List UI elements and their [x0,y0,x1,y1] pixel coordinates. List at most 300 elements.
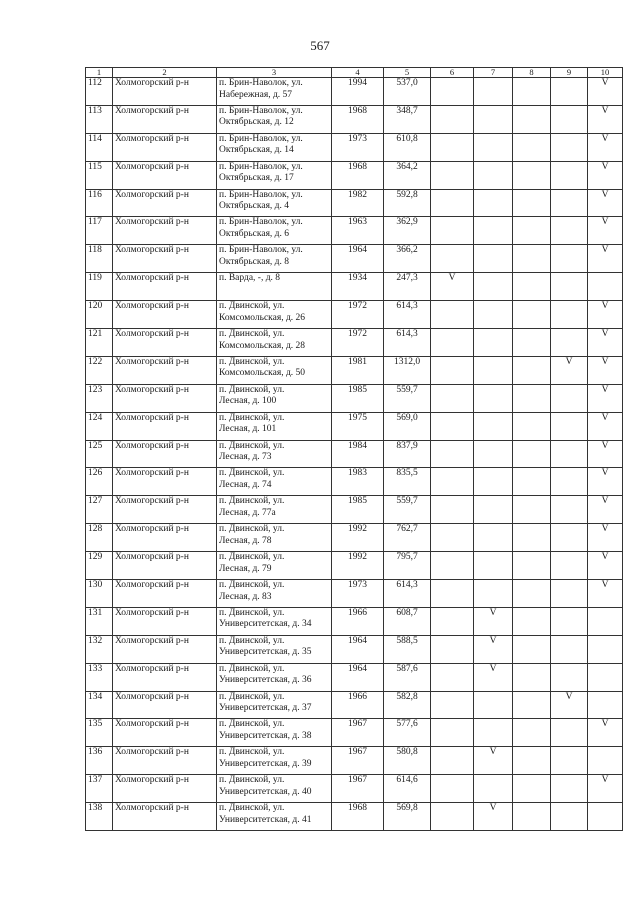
area-cell: 614,3 [384,329,431,357]
mark-cell-col9 [551,412,588,440]
address-line-2: Октябрьская, д. 12 [219,117,294,128]
district-cell: Холмогорский р-н [113,524,217,552]
table-row [86,775,623,803]
row-number-cell: 120 [86,301,113,329]
mark-cell-col10: V [588,719,623,747]
address-line-2: Комсомольская, д. 28 [219,340,306,351]
address-cell [217,245,332,273]
mark-cell-col8 [513,496,551,524]
year-cell: 1964 [332,663,384,691]
table-row [86,78,623,106]
row-number-cell: 132 [86,635,113,663]
mark-cell-col7 [474,217,513,245]
address-line-2: Университетская, д. 36 [219,675,312,686]
mark-cell-col10 [588,273,623,301]
mark-cell-col6 [431,524,474,552]
mark-cell-col8 [513,78,551,106]
mark-cell-col8 [513,412,551,440]
mark-cell-col9 [551,468,588,496]
table-row [86,384,623,412]
mark-cell-col8 [513,217,551,245]
mark-cell-col8 [513,468,551,496]
mark-cell-col7 [474,412,513,440]
mark-cell-col6 [431,245,474,273]
mark-cell-col10 [588,635,623,663]
district-cell: Холмогорский р-н [113,105,217,133]
district-cell: Холмогорский р-н [113,552,217,580]
year-cell: 1982 [332,189,384,217]
mark-cell-col10: V [588,105,623,133]
mark-cell-col7: V [474,803,513,831]
address-cell [217,412,332,440]
address-line-2: Набережная, д. 57 [219,89,293,100]
column-header: 8 [513,68,551,78]
address-cell [217,105,332,133]
address-line-1: п. Двинской, ул. [219,580,285,591]
mark-cell-col10: V [588,245,623,273]
year-cell: 1984 [332,440,384,468]
row-number-cell: 114 [86,133,113,161]
mark-cell-col7: V [474,663,513,691]
year-cell: 1972 [332,301,384,329]
address-line-1: п. Двинской, ул. [219,412,285,423]
district-cell: Холмогорский р-н [113,384,217,412]
district-cell: Холмогорский р-н [113,273,217,301]
mark-cell-col6 [431,133,474,161]
year-cell: 1964 [332,245,384,273]
area-cell: 364,2 [384,161,431,189]
table-row [86,496,623,524]
mark-cell-col7 [474,161,513,189]
area-cell: 614,3 [384,301,431,329]
mark-cell-col9 [551,803,588,831]
area-cell: 614,3 [384,580,431,608]
table-row [86,719,623,747]
table-row [86,635,623,663]
year-cell: 1973 [332,580,384,608]
mark-cell-col10: V [588,161,623,189]
address-cell [217,217,332,245]
mark-cell-col6 [431,607,474,635]
mark-cell-col9 [551,301,588,329]
area-cell: 247,3 [384,273,431,301]
column-header: 2 [113,68,217,78]
mark-cell-col6 [431,663,474,691]
address-line-1: п. Двинской, ул. [219,384,285,395]
table-row [86,133,623,161]
area-cell: 537,0 [384,78,431,106]
district-cell: Холмогорский р-н [113,747,217,775]
address-line-1: п. Двинской, ул. [219,552,285,563]
mark-cell-col9 [551,329,588,357]
mark-cell-col9 [551,245,588,273]
mark-cell-col6 [431,301,474,329]
mark-cell-col7 [474,78,513,106]
mark-cell-col6 [431,775,474,803]
address-line-2: Университетская, д. 35 [219,647,312,658]
mark-cell-col9 [551,217,588,245]
year-cell: 1985 [332,384,384,412]
year-cell: 1964 [332,635,384,663]
mark-cell-col8 [513,691,551,719]
address-cell [217,775,332,803]
column-header: 5 [384,68,431,78]
mark-cell-col9 [551,607,588,635]
district-cell: Холмогорский р-н [113,189,217,217]
address-line-1: п. Двинской, ул. [219,329,285,340]
address-line-1: п. Брин-Наволок, ул. [219,217,303,228]
mark-cell-col10: V [588,496,623,524]
table-row [86,356,623,384]
table-row [86,803,623,831]
mark-cell-col7 [474,691,513,719]
address-line-1: п. Двинской, ул. [219,607,285,618]
area-cell: 608,7 [384,607,431,635]
address-line-2: Лесная, д. 74 [219,479,272,490]
address-line-2: Университетская, д. 38 [219,730,312,741]
address-line-2: Комсомольская, д. 50 [219,368,306,379]
mark-cell-col6 [431,691,474,719]
area-cell: 569,8 [384,803,431,831]
row-number-cell: 128 [86,524,113,552]
mark-cell-col6 [431,803,474,831]
row-number-cell: 134 [86,691,113,719]
address-cell [217,803,332,831]
year-cell: 1967 [332,719,384,747]
mark-cell-col9 [551,496,588,524]
address-cell [217,273,332,301]
mark-cell-col8 [513,580,551,608]
row-number-cell: 126 [86,468,113,496]
mark-cell-col9 [551,635,588,663]
column-header: 9 [551,68,588,78]
area-cell: 569,0 [384,412,431,440]
row-number-cell: 117 [86,217,113,245]
table-row [86,301,623,329]
mark-cell-col6 [431,719,474,747]
mark-cell-col9 [551,273,588,301]
address-line-1: п. Варда, -, д. 8 [219,273,281,284]
mark-cell-col6 [431,105,474,133]
year-cell: 1968 [332,161,384,189]
address-cell [217,524,332,552]
mark-cell-col10: V [588,524,623,552]
address-line-2: Октябрьская, д. 8 [219,256,290,267]
mark-cell-col8 [513,329,551,357]
table-row [86,440,623,468]
district-cell: Холмогорский р-н [113,356,217,384]
mark-cell-col10: V [588,580,623,608]
year-cell: 1992 [332,524,384,552]
mark-cell-col10: V [588,301,623,329]
mark-cell-col8 [513,440,551,468]
district-cell: Холмогорский р-н [113,803,217,831]
address-cell [217,189,332,217]
mark-cell-col9 [551,105,588,133]
mark-cell-col6 [431,161,474,189]
address-line-1: п. Двинской, ул. [219,440,285,451]
mark-cell-col6 [431,329,474,357]
year-cell: 1968 [332,803,384,831]
address-line-2: Комсомольская, д. 26 [219,312,306,323]
table-row [86,552,623,580]
mark-cell-col10: V [588,329,623,357]
table-row [86,607,623,635]
table-row [86,691,623,719]
mark-cell-col7 [474,468,513,496]
year-cell: 1973 [332,133,384,161]
mark-cell-col6 [431,552,474,580]
mark-cell-col8 [513,635,551,663]
row-number-cell: 131 [86,607,113,635]
mark-cell-col7 [474,356,513,384]
district-cell: Холмогорский р-н [113,496,217,524]
mark-cell-col7 [474,301,513,329]
mark-cell-col6 [431,496,474,524]
area-cell: 835,5 [384,468,431,496]
district-cell: Холмогорский р-н [113,663,217,691]
address-line-2: Лесная, д. 101 [219,424,277,435]
district-cell: Холмогорский р-н [113,580,217,608]
district-cell: Холмогорский р-н [113,412,217,440]
row-number-cell: 124 [86,412,113,440]
table-row [86,161,623,189]
area-cell: 577,6 [384,719,431,747]
address-cell [217,496,332,524]
mark-cell-col8 [513,607,551,635]
row-number-cell: 135 [86,719,113,747]
address-cell [217,719,332,747]
address-cell [217,691,332,719]
mark-cell-col8 [513,524,551,552]
address-cell [217,356,332,384]
year-cell: 1983 [332,468,384,496]
mark-cell-col7 [474,719,513,747]
year-cell: 1966 [332,691,384,719]
mark-cell-col8 [513,189,551,217]
column-header: 4 [332,68,384,78]
table-row [86,747,623,775]
row-number-cell: 130 [86,580,113,608]
district-cell: Холмогорский р-н [113,775,217,803]
district-cell: Холмогорский р-н [113,691,217,719]
address-line-2: Октябрьская, д. 14 [219,145,294,156]
mark-cell-col10: V [588,384,623,412]
address-cell [217,747,332,775]
district-cell: Холмогорский р-н [113,440,217,468]
area-cell: 795,7 [384,552,431,580]
mark-cell-col9 [551,189,588,217]
row-number-cell: 127 [86,496,113,524]
address-line-1: п. Двинской, ул. [219,468,285,479]
mark-cell-col8 [513,384,551,412]
mark-cell-col6 [431,189,474,217]
year-cell: 1963 [332,217,384,245]
address-cell [217,663,332,691]
page-number: 567 [310,38,330,53]
mark-cell-col10 [588,803,623,831]
year-cell: 1968 [332,105,384,133]
row-number-cell: 113 [86,105,113,133]
mark-cell-col9 [551,78,588,106]
row-number-cell: 119 [86,273,113,301]
district-cell: Холмогорский р-н [113,607,217,635]
mark-cell-col8 [513,747,551,775]
mark-cell-col8 [513,273,551,301]
address-cell [217,607,332,635]
mark-cell-col6 [431,635,474,663]
area-cell: 587,6 [384,663,431,691]
area-cell: 366,2 [384,245,431,273]
table-header-row [86,68,623,78]
address-line-1: п. Брин-Наволок, ул. [219,189,303,200]
mark-cell-col7 [474,273,513,301]
address-line-2: Октябрьская, д. 6 [219,228,290,239]
address-line-2: Университетская, д. 34 [219,619,312,630]
address-line-1: п. Двинской, ул. [219,635,285,646]
address-line-1: п. Двинской, ул. [219,775,285,786]
address-cell [217,161,332,189]
address-line-1: п. Двинской, ул. [219,663,285,674]
row-number-cell: 136 [86,747,113,775]
address-line-2: Октябрьская, д. 4 [219,201,290,212]
row-number-cell: 125 [86,440,113,468]
address-line-1: п. Брин-Наволок, ул. [219,161,303,172]
address-line-1: п. Двинской, ул. [219,496,285,507]
year-cell: 1975 [332,412,384,440]
mark-cell-col6 [431,78,474,106]
district-cell: Холмогорский р-н [113,133,217,161]
mark-cell-col9 [551,775,588,803]
mark-cell-col7 [474,329,513,357]
address-line-2: Октябрьская, д. 17 [219,173,294,184]
address-line-1: п. Брин-Наволок, ул. [219,133,303,144]
mark-cell-col8 [513,133,551,161]
address-line-2: Лесная, д. 100 [219,396,277,407]
mark-cell-col10 [588,691,623,719]
year-cell: 1981 [332,356,384,384]
address-line-2: Университетская, д. 39 [219,758,312,769]
address-line-2: Университетская, д. 41 [219,814,312,825]
row-number-cell: 138 [86,803,113,831]
mark-cell-col10: V [588,78,623,106]
address-line-1: п. Брин-Наволок, ул. [219,78,303,88]
mark-cell-col10: V [588,468,623,496]
address-cell [217,329,332,357]
mark-cell-col9 [551,580,588,608]
table-row [86,412,623,440]
mark-cell-col8 [513,301,551,329]
address-line-2: Университетская, д. 37 [219,703,312,714]
row-number-cell: 123 [86,384,113,412]
mark-cell-col6 [431,747,474,775]
address-line-2: Лесная, д. 79 [219,563,272,574]
mark-cell-col6 [431,580,474,608]
year-cell: 1967 [332,775,384,803]
area-cell: 610,8 [384,133,431,161]
column-header: 3 [217,68,332,78]
area-cell: 559,7 [384,384,431,412]
address-cell [217,580,332,608]
table-row [86,189,623,217]
year-cell: 1985 [332,496,384,524]
mark-cell-col10: V [588,356,623,384]
row-number-cell: 115 [86,161,113,189]
mark-cell-col7 [474,440,513,468]
mark-cell-col8 [513,775,551,803]
year-cell: 1934 [332,273,384,301]
mark-cell-col10 [588,607,623,635]
district-cell: Холмогорский р-н [113,161,217,189]
address-cell [217,133,332,161]
mark-cell-col9 [551,747,588,775]
mark-cell-col9: V [551,691,588,719]
district-cell: Холмогорский р-н [113,719,217,747]
address-line-1: п. Двинской, ул. [219,691,285,702]
year-cell: 1972 [332,329,384,357]
mark-cell-col6 [431,356,474,384]
row-number-cell: 118 [86,245,113,273]
address-line-1: п. Двинской, ул. [219,301,285,312]
mark-cell-col6 [431,384,474,412]
address-cell [217,552,332,580]
row-number-cell: 116 [86,189,113,217]
mark-cell-col6 [431,468,474,496]
area-cell: 580,8 [384,747,431,775]
mark-cell-col9 [551,663,588,691]
address-cell [217,635,332,663]
area-cell: 614,6 [384,775,431,803]
mark-cell-col8 [513,356,551,384]
table-row [86,329,623,357]
mark-cell-col6 [431,217,474,245]
table-row [86,273,623,301]
row-number-cell: 137 [86,775,113,803]
area-cell: 348,7 [384,105,431,133]
area-cell: 1312,0 [384,356,431,384]
address-line-1: п. Двинской, ул. [219,356,285,367]
column-header: 1 [86,68,113,78]
address-line-2: Лесная, д. 77а [219,507,276,518]
mark-cell-col7 [474,496,513,524]
address-cell [217,384,332,412]
mark-cell-col7 [474,580,513,608]
mark-cell-col9 [551,552,588,580]
row-number-cell: 122 [86,356,113,384]
mark-cell-col6 [431,412,474,440]
mark-cell-col10: V [588,412,623,440]
mark-cell-col10: V [588,440,623,468]
address-line-1: п. Двинской, ул. [219,524,285,535]
row-number-cell: 121 [86,329,113,357]
district-cell: Холмогорский р-н [113,301,217,329]
address-line-2: Лесная, д. 83 [219,591,272,602]
mark-cell-col9 [551,384,588,412]
mark-cell-col8 [513,663,551,691]
year-cell: 1992 [332,552,384,580]
table-row [86,580,623,608]
address-line-2: Лесная, д. 78 [219,535,272,546]
row-number-cell: 133 [86,663,113,691]
mark-cell-col10: V [588,189,623,217]
mark-cell-col7 [474,552,513,580]
housing-registry-table [85,67,623,831]
mark-cell-col8 [513,245,551,273]
mark-cell-col9 [551,719,588,747]
address-cell [217,468,332,496]
table-row [86,245,623,273]
table-row [86,217,623,245]
